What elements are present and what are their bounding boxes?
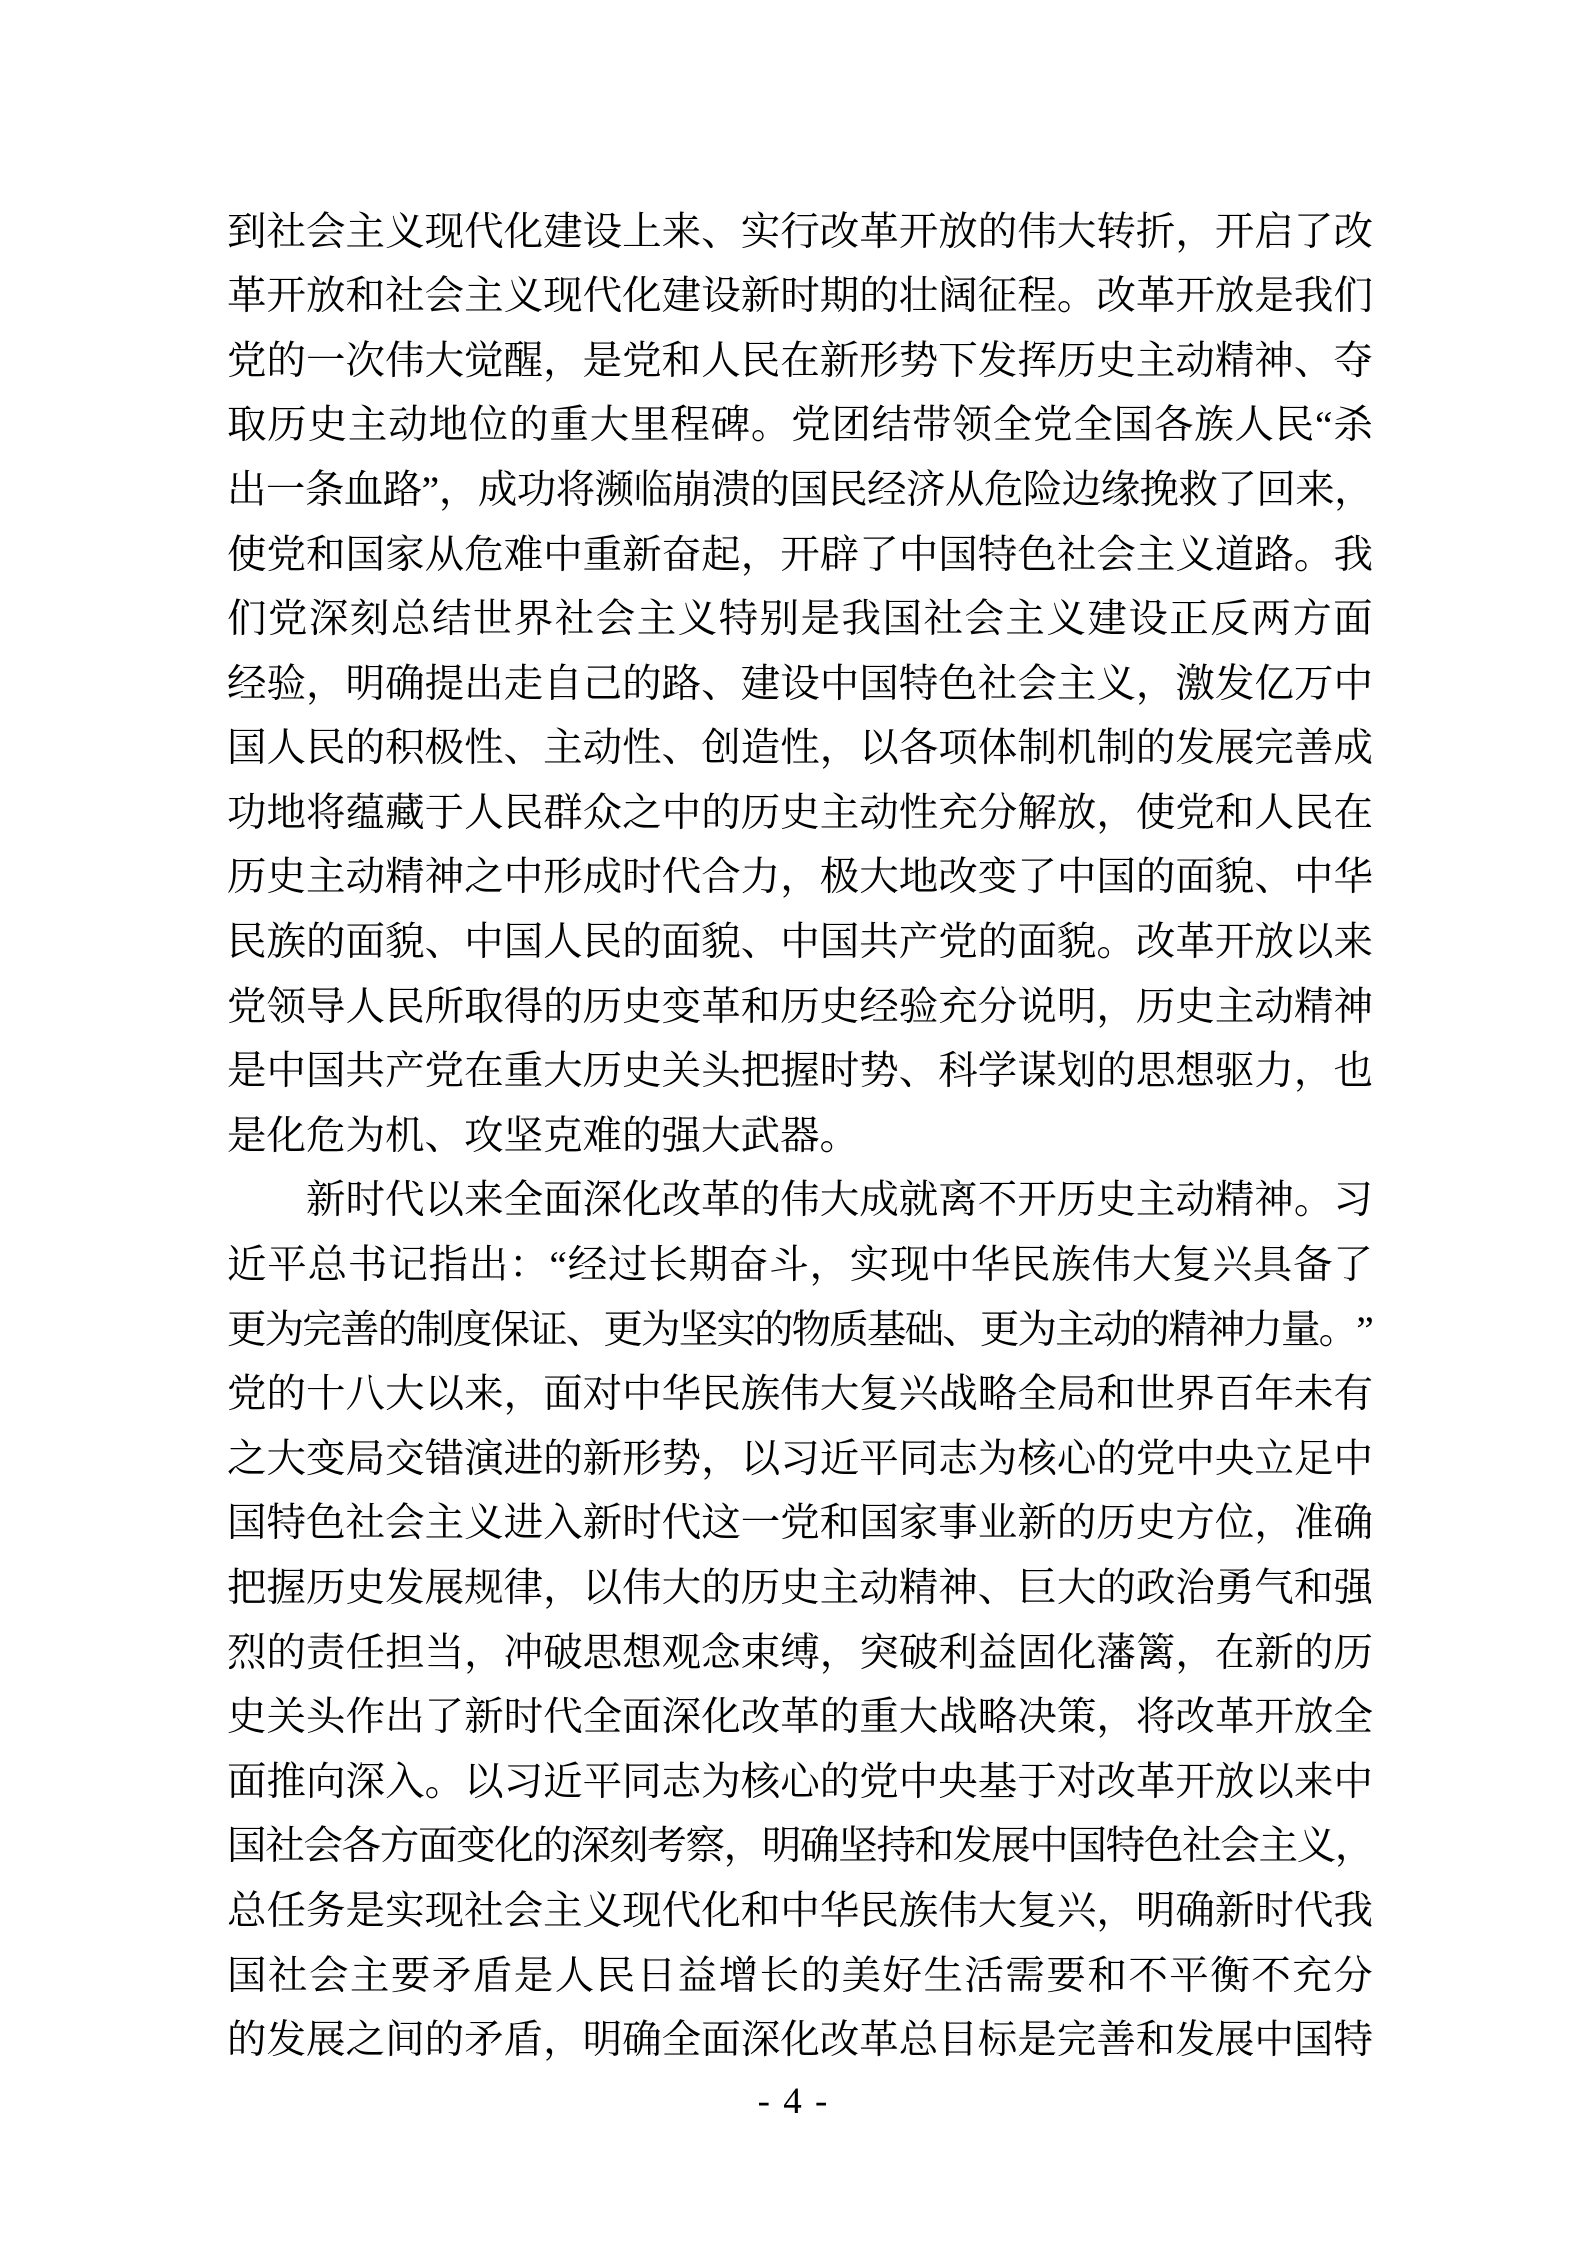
text-line: 的 发 展 之 间 的 矛 盾 ， 明 确 全 面 深 化 改 革 总 目 标 是 完 善 和 发 展 中 国 特 (227, 2018, 1373, 2063)
text-line: 是 化 危 为 机 、 攻 坚 克 难 的 强 大 武 器 。 (227, 1113, 859, 1158)
text-line: 使 党 和 国 家 从 危 难 中 重 新 奋 起 ， 开 辟 了 中 国 特 色 社 会 主 义 道 路 。 我 (227, 532, 1373, 577)
text-line: 烈 的 责 任 担 当 ， 冲 破 思 想 观 念 束 缚 ， 突 破 利 益 固 化 藩 篱 ， 在 新 的 历 (227, 1630, 1373, 1675)
text-line: 近 平 总 书 记 指 出 ： “ 经 过 长 期 奋 斗 ， 实 现 中 华 民 族 伟 大 复 兴 具 备 了 (227, 1243, 1373, 1288)
text-line: 取 历 史 主 动 地 位 的 重 大 里 程 碑 。 党 团 结 带 领 全 党 全 国 各 族 人 民 “ 杀 (227, 403, 1373, 448)
text-line: 总 任 务 是 实 现 社 会 主 义 现 代 化 和 中 华 民 族 伟 大 复 兴 ， 明 确 新 时 代 我 (227, 1888, 1373, 1933)
text-line: 出 一 条 血 路 ” ， 成 功 将 濒 临 崩 溃 的 国 民 经 济 从 危 险 边 缘 挽 救 了 回 来 ， (227, 467, 1374, 512)
text-line: 面 推 向 深 入 。 以 习 近 平 同 志 为 核 心 的 党 中 央 基 于 对 改 革 开 放 以 来 中 (227, 1759, 1373, 1804)
text-line: 国 人 民 的 积 极 性 、 主 动 性 、 创 造 性 ， 以 各 项 体 制 机 制 的 发 展 完 善 成 (227, 726, 1373, 771)
text-line: 党 的 一 次 伟 大 觉 醒 ， 是 党 和 人 民 在 新 形 势 下 发 挥 历 史 主 动 精 神 、 夺 (227, 338, 1373, 383)
text-line: 经 验 ， 明 确 提 出 走 自 己 的 路 、 建 设 中 国 特 色 社 会 主 义 ， 激 发 亿 万 中 (227, 661, 1373, 706)
text-line: 国 社 会 主 要 矛 盾 是 人 民 日 益 增 长 的 美 好 生 活 需 要 和 不 平 衡 不 充 分 (227, 1953, 1373, 1998)
text-line: 党 的 十 八 大 以 来 ， 面 对 中 华 民 族 伟 大 复 兴 战 略 全 局 和 世 界 百 年 未 有 (227, 1372, 1373, 1417)
text-line: 历 史 主 动 精 神 之 中 形 成 时 代 合 力 ， 极 大 地 改 变 了 中 国 的 面 貌 、 中 华 (227, 855, 1373, 900)
paragraph (227, 200, 1373, 1169)
page-number: - 4 - (757, 2081, 830, 2122)
text-line: 国 社 会 各 方 面 变 化 的 深 刻 考 察 ， 明 确 坚 持 和 发 展 中 国 特 色 社 会 主 义 ， (227, 1824, 1375, 1869)
text-line: 之 大 变 局 交 错 演 进 的 新 形 势 ， 以 习 近 平 同 志 为 核 心 的 党 中 央 立 足 中 (227, 1436, 1373, 1481)
text-line: 新 时 代 以 来 全 面 深 化 改 革 的 伟 大 成 就 离 不 开 历 史 主 动 精 神 。 习 (306, 1178, 1373, 1223)
text-line: 民 族 的 面 貌 、 中 国 人 民 的 面 貌 、 中 国 共 产 党 的 面 貌 。 改 革 开 放 以 来 (227, 920, 1373, 965)
text-line: 到 社 会 主 义 现 代 化 建 设 上 来 、 实 行 改 革 开 放 的 伟 大 转 折 ， 开 启 了 改 (227, 209, 1373, 254)
text-line: 们 党 深 刻 总 结 世 界 社 会 主 义 特 别 是 我 国 社 会 主 义 建 设 正 反 两 方 面 (227, 597, 1373, 642)
paragraph (227, 1169, 1373, 2073)
body-text (227, 200, 1373, 2073)
text-line: 把 握 历 史 发 展 规 律 ， 以 伟 大 的 历 史 主 动 精 神 、 巨 大 的 政 治 勇 气 和 强 (227, 1566, 1373, 1611)
text-line: 更 为 完 善 的 制 度 保 证 、 更 为 坚 实 的 物 质 基 础 、 更 为 主 动 的 精 神 力 量 。 ” (227, 1307, 1374, 1352)
text-line: 功 地 将 蕴 藏 于 人 民 群 众 之 中 的 历 史 主 动 性 充 分 解 放 ， 使 党 和 人 民 在 (227, 790, 1373, 835)
text-line: 史 关 头 作 出 了 新 时 代 全 面 深 化 改 革 的 重 大 战 略 决 策 ， 将 改 革 开 放 全 (227, 1695, 1373, 1740)
text-line: 革 开 放 和 社 会 主 义 现 代 化 建 设 新 时 期 的 壮 阔 征 程 。 改 革 开 放 是 我 们 (227, 274, 1373, 319)
text-line: 党 领 导 人 民 所 取 得 的 历 史 变 革 和 历 史 经 验 充 分 说 明 ， 历 史 主 动 精 神 (227, 984, 1373, 1029)
text-line: 国 特 色 社 会 主 义 进 入 新 时 代 这 一 党 和 国 家 事 业 新 的 历 史 方 位 ， 准 确 (227, 1501, 1373, 1546)
text-line: 是 中 国 共 产 党 在 重 大 历 史 关 头 把 握 时 势 、 科 学 谋 划 的 思 想 驱 力 ， 也 (227, 1049, 1373, 1094)
